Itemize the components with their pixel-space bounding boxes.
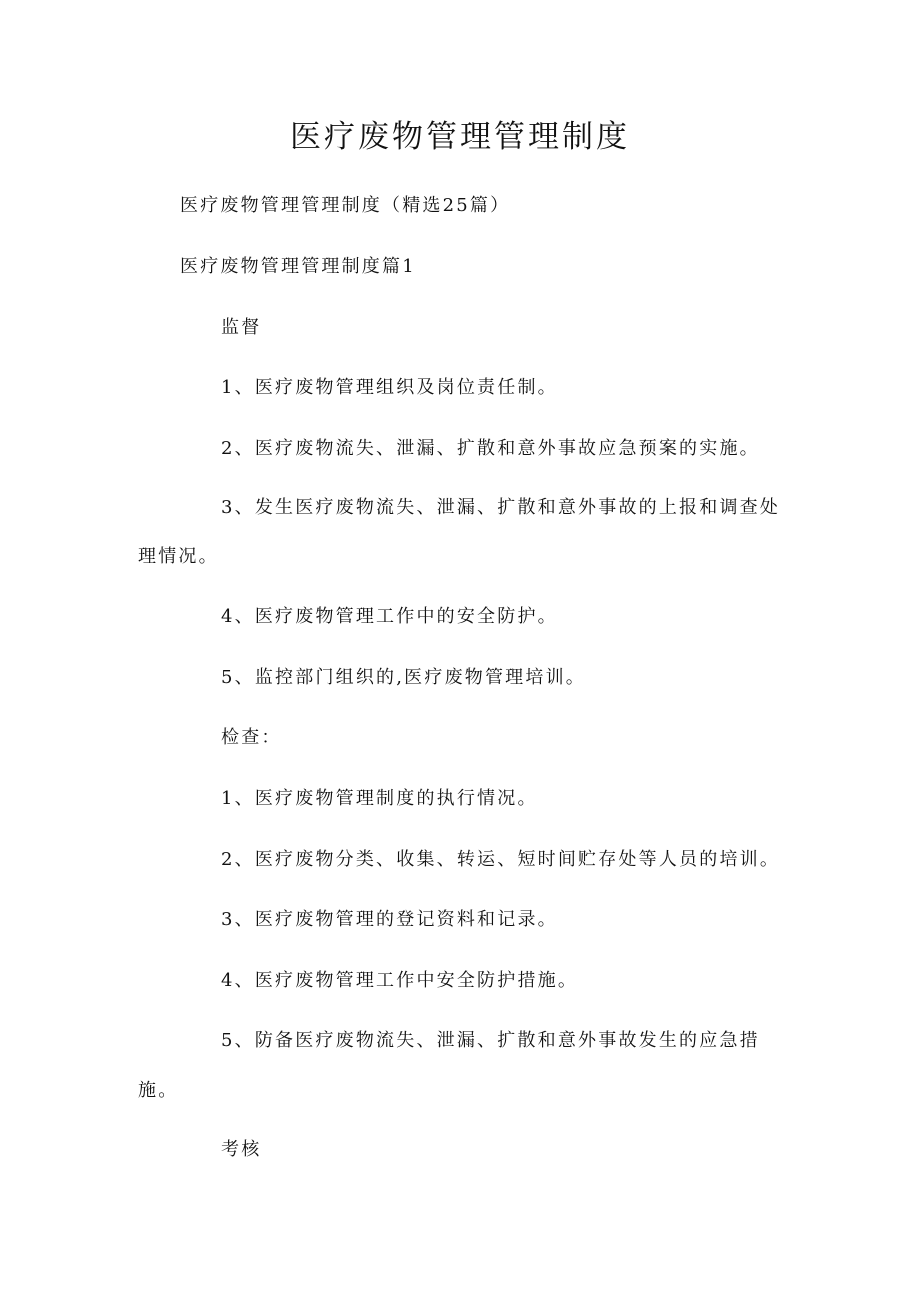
inspection-heading: 检查： — [221, 727, 282, 748]
document-title: 医疗废物管理管理制度 — [290, 119, 630, 155]
section-title: 医疗废物管理管理制度篇1 — [180, 256, 416, 277]
inspection-item-2: 2、医疗废物分类、收集、转运、短时间贮存处等人员的培训。 — [221, 849, 781, 870]
supervision-item-3-continuation: 理情况。 — [138, 546, 219, 567]
supervision-item-4: 4、医疗废物管理工作中的安全防护。 — [221, 606, 558, 627]
inspection-item-1: 1、医疗废物管理制度的执行情况。 — [221, 788, 538, 809]
supervision-item-5: 5、监控部门组织的,医疗废物管理培训。 — [221, 667, 586, 688]
supervision-heading: 监督 — [221, 317, 262, 338]
inspection-item-3: 3、医疗废物管理的登记资料和记录。 — [221, 909, 558, 930]
inspection-item-4: 4、医疗废物管理工作中安全防护措施。 — [221, 970, 579, 991]
supervision-item-1: 1、医疗废物管理组织及岗位责任制。 — [221, 377, 558, 398]
document-subtitle: 医疗废物管理管理制度（精选25篇） — [180, 195, 511, 216]
assessment-heading: 考核 — [221, 1139, 262, 1160]
supervision-item-2: 2、医疗废物流失、泄漏、扩散和意外事故应急预案的实施。 — [221, 438, 760, 459]
inspection-item-5: 5、防备医疗废物流失、泄漏、扩散和意外事故发生的应急措 — [221, 1030, 760, 1051]
inspection-item-5-continuation: 施。 — [138, 1080, 179, 1101]
supervision-item-3: 3、发生医疗废物流失、泄漏、扩散和意外事故的上报和调查处 — [221, 497, 781, 518]
